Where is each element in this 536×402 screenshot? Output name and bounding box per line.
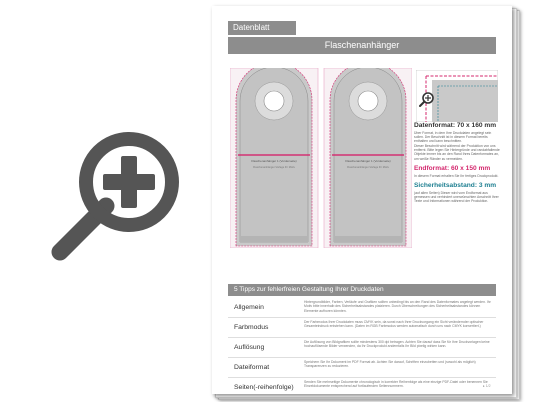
tip-row: [228, 298, 496, 318]
tip-text: Speichern Sie Ihr Dokument im PDF Format ab. Achten Sie darauf, Schriften einzubetten und (sowohl als möglich) Transparenzen zu reduzieren.: [304, 360, 476, 369]
hanger-text: Flaschenanhänger-Vorlage Ihr Motiv: [347, 166, 389, 169]
document-preview[interactable]: [212, 6, 518, 398]
bottle-hanger-diagram: [230, 68, 412, 248]
hanger-label: Flaschenanhänger 1 (Vorderseite): [345, 159, 391, 163]
tip-label: Seiten(-reihenfolge): [234, 384, 294, 391]
tip-text: Der Farbmodus Ihrer Druckdaten muss CMYK sein, da sonst nach Ihrer Druckvorgang ein Sicht verändernder optischer Gesamteindruck entstehen kann. (Daten im RGB Farbmodus werden automatisch durch uns nach CMYK konvertiert.): [304, 320, 484, 329]
end-format-text: In diesem Format erhalten Sie Ihr fertiges Druckprodukt.: [414, 173, 499, 178]
data-format-text-2: Dieser Beschnitt wird während der Produktion von uns entfernt. Bitte legen Sie Hintergründe und randabfallende Objekte immer bis an den Rand Ihres Datenformates an, um weiße Ränder zu vermeiden.: [414, 144, 500, 161]
tips-table: [228, 298, 496, 394]
tip-label: Allgemein: [234, 304, 264, 311]
document-title: Flaschenanhänger: [228, 37, 496, 54]
tip-label: Auflösung: [234, 344, 265, 351]
tip-row: [228, 378, 496, 394]
tip-row: [228, 318, 496, 338]
document-type-label: Datenblatt: [228, 21, 296, 35]
safety-margin-text: (auf allen Seiten) Dieser wird vom Endformat aus gemessen und verhindert unerwünschten Anschnitt Ihrer Texte und Informationen während der Produktion.: [414, 190, 499, 203]
tip-text: Die Auflösung von Bildgrafiken sollte mindestens 300 dpi betragen. Achten Sie darauf dass Sie für Ihre Druckvorlagen keine hochauflösende Bilder verwenden, da Ihr Druckprodukt andernfalls Ihr Bild pixelig wirken kann.: [304, 340, 490, 349]
tips-heading: 5 Tipps zur fehlerfreien Gestaltung Ihrer Druckdaten: [228, 284, 496, 296]
page-number: ▸ 1/2: [483, 384, 491, 388]
format-info-panel: [414, 118, 500, 203]
document-page: [212, 6, 512, 394]
hanger-back: [324, 68, 412, 248]
data-format-text: Über Format, in dem Ihre Druckdaten angelegt sein sollen. Der Beschnitt ist in diesem Format bereits enthalten und kann beschnitten.: [414, 131, 492, 144]
tip-text: Senden Sie mehrseitige Dokumente chronologisch in korrekter Reihenfolge als eine einzige PDF-Datei oder benennen Sie Einzeldokumente entsprechend auf fortlaufenden Seitennummern.: [304, 380, 488, 389]
tip-row: [228, 358, 496, 378]
tip-row: [228, 338, 496, 358]
end-format-title: Endformat: 60 x 150 mm: [414, 164, 491, 172]
tip-text: Hintergrundbilder, Farben, Verläufe und Grafiken sollten unbedingt bis an den Rand des Datenformates angelegt werden. Ihr Motiv bitte innerhalb des Sicherheitsabstandes platzieren. Durch Überschreitungen des Sicherheitsabstandes können Elemente aufhoren könnten.: [304, 300, 491, 313]
safety-margin-title: Sicherheitsabstand: 3 mm: [414, 181, 497, 189]
hanger-front: [230, 68, 318, 248]
tip-label: Farbmodus: [234, 324, 269, 331]
hanger-label: Flaschenanhänger 1 (Vorderseite): [251, 159, 297, 163]
tip-label: Dateiformat: [234, 364, 270, 371]
data-format-title: Datenformat: 70 x 160 mm: [414, 122, 497, 129]
zoom-in-magnifier-icon[interactable]: [48, 124, 204, 262]
hanger-text: Flaschenanhänger-Vorlage Ihr Motiv: [253, 166, 295, 169]
corner-detail: [416, 70, 498, 122]
